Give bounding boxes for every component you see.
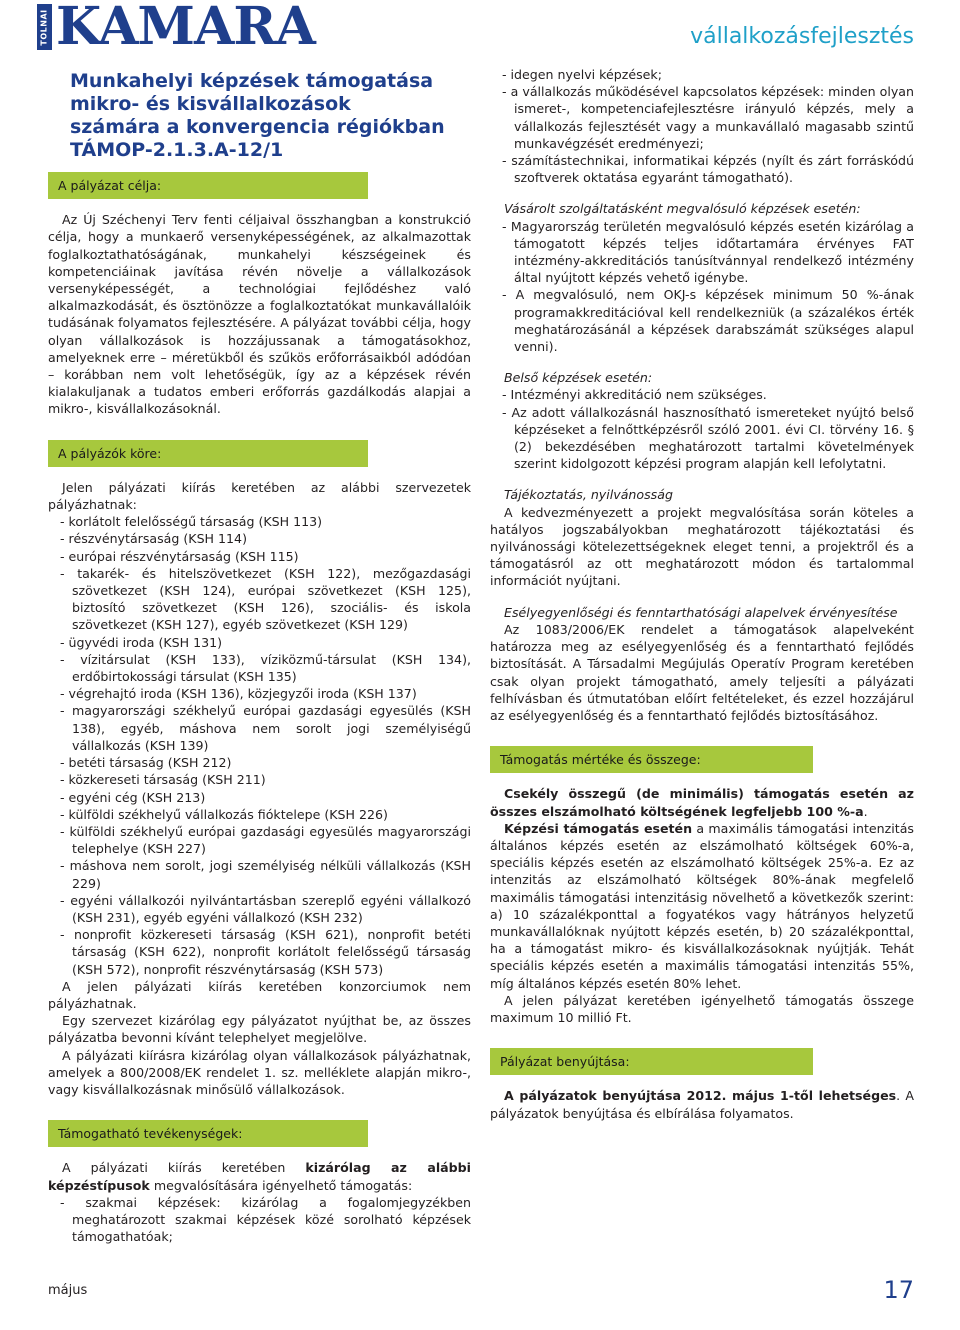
list-item: - Magyarország területén megvalósuló képzés esetén kizárólag a támogatott képzés teljes időtartamára érvényes FAT intézmény-akkreditációs tanúsítvánnyal rendelkező intézmény által nyújtott képzés vehető igénybe. — [502, 218, 914, 286]
list-item: - ügyvédi iroda (KSH 131) — [60, 634, 223, 650]
list-item: - Intézményi akkreditáció nem szükséges. — [502, 387, 767, 403]
paragraph: Jelen pályázati kiírás keretében az alábbi szervezetek pályázhatnak: — [48, 479, 471, 513]
paragraph: A jelen pályázati kiírás keretében konzorciumok nem pályázhatnak. — [48, 978, 471, 1011]
paragraph: A pályázatok benyújtása 2012. május 1-től lehetséges. A pályázatok benyújtása és elbírálása folyamatos. — [490, 1088, 915, 1121]
paragraph: A pályázati kiírásra kizárólag olyan vállalkozások pályázhatnak, amelyek a 800/2008/EK rendelet 1. sz. melléklete alapján mikro-, vagy kisvállalkozásnak minősülő vállalkozások. — [48, 1047, 471, 1097]
paragraph: A kedvezményezett a projekt megvalósítása során köteles a hatályos jogszabályokban meghatározott tájékoztatási és nyilvánossági kötelezettségeknek eleget tenni, a projektről és a támogatásról az ott meghatározott módon és tartalommal információt nyújtani. — [490, 504, 914, 589]
left-column — [48, 66, 471, 1245]
page-header — [0, 0, 960, 58]
subheading: Vásárolt szolgáltatásként megvalósuló képzések esetén: — [504, 201, 861, 217]
logo-wordmark: KAMARA — [56, 0, 315, 57]
logo-side-band: TOLNAI — [37, 4, 52, 50]
list-item: - vízitársulat (KSH 133), víziközmű-társulat (KSH 134), erdőbirtokossági társulat (KSH 135) — [60, 651, 471, 685]
paragraph: A jelen pályázat keretében igényelhető támogatás összege maximum 10 millió Ft. — [490, 992, 914, 1025]
list-item: - idegen nyelvi képzések; — [502, 67, 662, 82]
list-item: - magyarországi székhelyű európai gazdasági egyesülés (KSH 138), egyéb, máshova nem sorolt jogi személyiségű vállalkozás (KSH 139) — [60, 703, 471, 753]
paragraph: Csekély összegű (de minimális) támogatás esetén az összes elszámolható költségének legfeljebb 100 %-a. — [490, 786, 914, 819]
paragraph: Egy szervezet kizárólag egy pályázatot nyújthat be, az összes pályázatba bevonni kívánt telephelyet megjelölve. — [48, 1013, 471, 1046]
paragraph: A pályázati kiírás keretében kizárólag az alábbi képzéstípusok megvalósítására igényelhető támogatás: — [48, 1160, 471, 1193]
subheading: Belső képzések esetén: — [504, 370, 653, 386]
paragraph: Az 1083/2006/EK rendelet a támogatások alapelveként határozza meg az esélyegyenlőség és a fenntartható fejlődés biztosítását. A Társadalmi Megújulás Operatív Program keretében csak olyan projekt támogatható, amely teljesíti a pályázati felhívásban és útmutatóban előírt feltételeket, és ezzel hozzájárul az esélyegyenlőség és a fenntartható fejlődés biztosításához. — [490, 621, 914, 723]
article-title: Munkahelyi képzések támogatása mikro- és kisvállalkozások számára a konvergencia régiókban TÁMOP-2.1.3.A-12/1 — [70, 70, 445, 161]
page-number: 17 — [883, 1276, 914, 1304]
list-item: - részvénytársaság (KSH 114) — [60, 531, 247, 547]
list-item: - máshova nem sorolt, jogi személyiség nélküli vállalkozás (KSH 229) — [60, 858, 471, 891]
footer-month: május — [48, 1283, 88, 1298]
list-item: - végrehajtó iroda (KSH 136), közjegyzői iroda (KSH 137) — [60, 686, 417, 702]
list-item: - a vállalkozás működésével kapcsolatos képzések: minden olyan ismeret-, kompetenciafejlesztésre irányuló képzés, mely a vállalkozás fejlesztését vagy a munkavállaló magasabb szintű munkavégzését eredményezi; — [502, 84, 914, 151]
subheading: Esélyegyenlőségi és fenntarthatósági alapelvek érvényesítése — [504, 604, 898, 620]
list-item: - közkereseti társaság (KSH 211) — [60, 772, 266, 788]
list-item: - szakmai képzések: kizárólag a fogalomjegyzékben meghatározott szakmai képzések közé sorolható képzések támogathatóak; — [60, 1194, 471, 1245]
list-item: - számítástechnikai, informatikai képzés (nyílt és zárt forráskódú szoftverek oktatása egyaránt támogatható). — [502, 153, 914, 186]
list-item: - nonprofit közkereseti társaság (KSH 621), nonprofit betéti társaság (KSH 622), nonprofit korlátolt felelősségű társaság (KSH 572), nonprofit részvénytársaság (KSH 573) — [60, 927, 471, 977]
right-column — [490, 66, 914, 1122]
subheading: Tájékoztatás, nyilvánosság — [504, 487, 673, 503]
section-heading-submission: Pályázat benyújtása: — [490, 1048, 813, 1075]
list-item: - A megvalósuló, nem OKJ-s képzések minimum 50 %-ának programakkreditációval kell rendelkezniük (a százalékos érték meghatározásánál a képzések darabszámát szükséges alapul venni). — [502, 287, 914, 355]
section-heading-activities: Támogatható tevékenységek: — [48, 1120, 368, 1147]
list-item: - európai részvénytársaság (KSH 115) — [60, 548, 299, 564]
list-item: - betéti társaság (KSH 212) — [60, 755, 232, 771]
list-item: - egyéni cég (KSH 213) — [60, 789, 206, 805]
list-item: - külföldi székhelyű európai gazdasági egyesülés magyarországi telephelye (KSH 227) — [60, 823, 471, 857]
list-item: - külföldi székhelyű vállalkozás fióktelepe (KSH 226) — [60, 806, 388, 822]
section-label: vállalkozásfejlesztés — [690, 24, 914, 49]
paragraph: Az Új Széchenyi Terv fenti céljaival összhangban a konstrukció célja, hogy a munkaerő versenyképességének, az alkalmazottak foglalkoztathatóságának, munkahelyi készségeinek és kompetenciáinak javítása révén növelje a vállalkozások versenyképességét, a technológiai fejlődéshez való alkalmazkodását, és ösztönözze a foglalkoztatókat munkavállalóik tudásának folyamatos fejlesztésére. A pályázat további célja, hogy olyan vállalkozások is hozzájussanak a támogatásokhoz, amelyeknek erre – méretükből és szűkös erőforrásaikból adódóan – korábban nem volt lehetőségük, így az a képzések révén kialakuljanak a tudatos emberi erőforrás gazdálkodás alapjai a mikro-, kisvállalkozásoknál. — [48, 212, 471, 417]
section-heading-goal: A pályázat célja: — [48, 172, 368, 199]
paragraph: Képzési támogatás esetén a maximális támogatási intenzitás általános képzés esetén az elszámolható költségek 60%-a, speciális képzés esetén az elszámolható költségek 25%-a. Ez az intenzitás az elszámolható költségek 80%-ának megfelelő maximális támogatási intenzitásig növelhető a következők szerint: a) 10 százalékponttal a fogyatékos vagy hátrányos helyzetű munkavállalóknak nyújtott képzés esetén, b) 20 százalékponttal, ha a támogatást mikro- és kisvállalkozásoknak nyújtják. Tehát speciális képzés esetén a maximális támogatási intenzitás 55%, míg általános képzés esetén 80% lehet. — [490, 820, 914, 991]
list-item: - takarék- és hitelszövetkezet (KSH 122), mezőgazdasági szövetkezet (KSH 124), európai szövetkezet (KSH 125), biztosító szövetkezet (KSH 126), szociális- és iskola szövetkezet (KSH 127), egyéb szövetkezet (KSH 129) — [60, 565, 471, 633]
list-item: - egyéni vállalkozói nyilvántartásban szereplő egyéni vállalkozó (KSH 231), egyéb egyéni vállalkozó (KSH 232) — [60, 892, 471, 925]
list-item: - korlátolt felelősségű társaság (KSH 113) — [60, 514, 323, 530]
section-heading-amount: Támogatás mértéke és összege: — [490, 746, 813, 773]
list-item: - Az adott vállalkozásnál hasznosítható ismereteket nyújtó belső képzéseket a felnőttképzésről szóló 2001. évi CI. törvény 16. § (2) bekezdésében meghatározott tartalmi követelmények szerint kidolgozott képzési program alapján kell lefolytatni. — [502, 404, 914, 472]
section-heading-applicants: A pályázók köre: — [48, 440, 368, 467]
